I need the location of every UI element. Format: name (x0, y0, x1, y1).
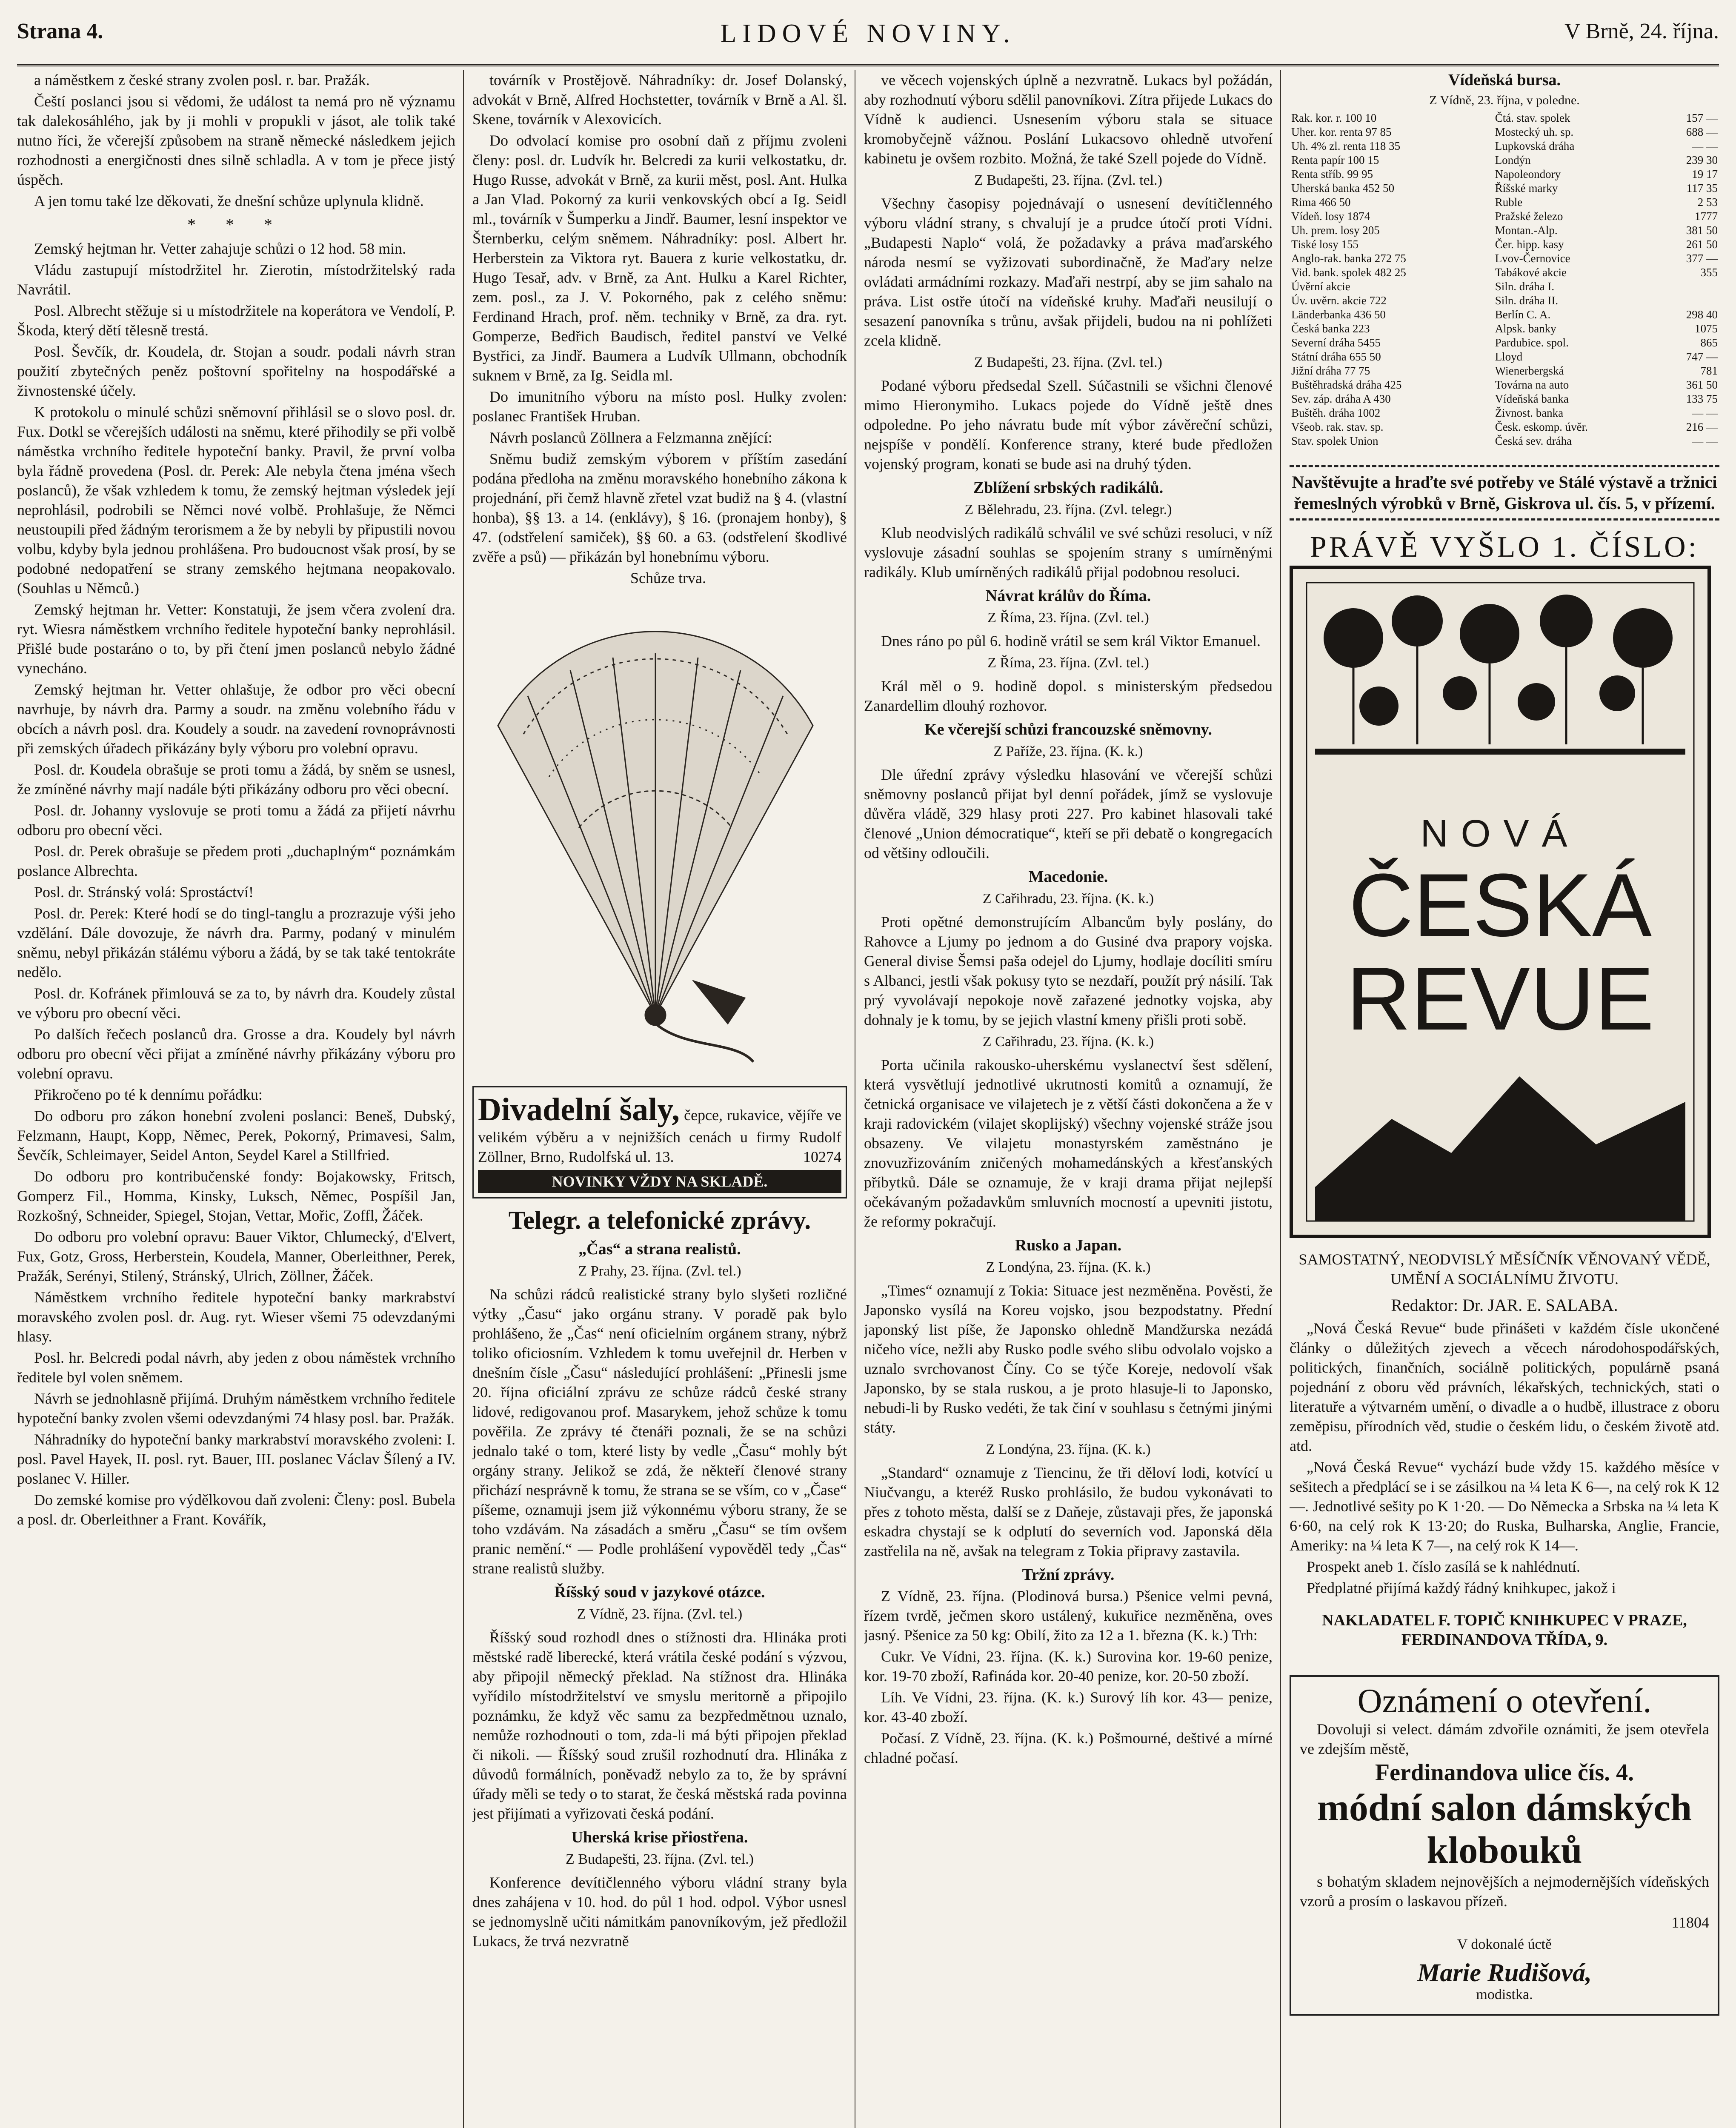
article-paragraph: Král měl o 9. hodině dopol. s ministerským předsedou Zanardellim dlouhý rozhovor. (864, 678, 1273, 714)
exchange-value: 355 (1700, 266, 1718, 279)
article-paragraph: Do odboru pro zákon honební zvoleni poslanci: Beneš, Dubský, Felzmann, Haupt, Kopp, Němec, Perek, Pokorný, Primavesi, Salm, Ševčík, Schleimayer, Seidel Anton, Seydel Karel a Stillfried. (17, 1107, 455, 1164)
article-paragraph: Do odvolací komise pro osobní daň z příjmu zvoleni členy: posl. dr. Ludvík hr. Belcredi za kurii velkostatku, dr. Hugo Russe, advokát v Brně, za kurii měst, posl. Ant. Hulka a Jan Vlad. Pokorný za kurii venkovských obcí a Ig. Seidl ml., továrník v Šumperku a Jindř. Baumer, lesní inspektor ve Šternberku, celým sněmem. Náhradníky: posl. Albert hr. Herberstein za Viktora ryt. Bauera z kurie velkostatku, dr. Hugo Tesař, adv. v Brně, za Ant. Hulku a Karel Richter, zem. posl., za J. V. Pokorného, pak z celého sněmu: Ferdinand Hrach, prof. něm. techniky v Brně, za dra. ryt. Gomperze, Bedřich Baudisch, ředitel panství ve Velké Bystřici, za Jindř. Baumera a Ludvík Ullmann, obchodník suknem v Brně, za Ig. Seidla ml. (472, 132, 847, 384)
cover-title-ceska: ČESKÁ (1349, 855, 1652, 955)
exchange-label: Rima 466 50 (1291, 196, 1351, 209)
article-paragraph: Do odboru pro kontribučenské fondy: Bojakowsky, Fritsch, Gomperz Fil., Homma, Kinsky, Luksch, Němec, Pospíšil Jan, Rozkošný, Schneider, Spiegel, Stojan, Vettar, Mořic, Zoffl, Žáček. (17, 1168, 455, 1224)
exchange-value: 117 35 (1686, 182, 1718, 194)
exchange-row (1290, 308, 1719, 322)
fan-illustration (472, 598, 838, 1066)
exchange-title: Vídeňská bursa. (1448, 71, 1561, 89)
dateline: Z Říma, 23. října. (Zvl. tel.) (987, 610, 1149, 626)
section-title-telegrams: Telegr. a telefonické zprávy. (508, 1206, 811, 1234)
signature-name: Marie Rudišová, (1417, 1959, 1592, 1987)
article-paragraph: „Nová Česká Revue“ bude přinášeti v každém čísle ukončené články o důležitých zjevech a věcech národohospodářských, politických, finančních, sociálně politických, populárně psaná pojednání z oboru věd právních, lékařských, technických, stati o literatuře a výtvarném umění, o divadle a o hudbě, illustrace z oboru zeměpisu, přírodních věd, studie o českém lidu, o českém životě atd. atd. (1290, 1320, 1719, 1454)
dateline: Z Vídně, 23. října. (Zvl. tel.) (577, 1606, 743, 1622)
exchange-table (1290, 111, 1719, 448)
exchange-label: Siln. dráha II. (1495, 294, 1559, 307)
article-paragraph: K protokolu o minulé schůzi sněmovní přihlásil se o slovo posl. dr. Fux. Dotkl se včerejších události na sněmu, které přihodily se při volbě náměstka vrchního ředitele hypoteční banky. Pravil, že první volba byla řádně provedena (Posl. dr. Perek: Ale nebyla čtena jména všech poslanců), že však vzhledem k tomu, že zemský hejtman výsledek její neprohlásil, podrobili se Němci nové volbě. Prohlašuje, že Němci neustoupili před žádným terorismem a že by nebyli by připustili novou volbu, kdyby byla jednou prohlášena. Pro budoucnost však prosí, by se podobné nedopatření se strany zemského hejtmana neopakovalo. (Souhlas u Němců.) (17, 403, 455, 597)
article-paragraph: Posl. dr. Perek obrašuje se předem proti „duchaplným“ poznámkám poslance Albrechta. (17, 843, 455, 879)
exchange-label: Buštěhradská dráha 425 (1291, 378, 1402, 391)
headline: „Čas“ a strana realistů. (578, 1240, 741, 1258)
article-paragraph: s bohatým skladem nejnovějších a nejmodernějších vídeňských vzorů a prosím o laskavou přízeň. (1300, 1873, 1709, 1910)
article-paragraph: Posl. dr. Koudela obrašuje se proti tomu a žádá, by sněm se usnesl, že zmíněné návrhy mají nadále býti přikázány odboru pro věci obecní. (17, 761, 455, 798)
exchange-value: 361 50 (1686, 378, 1718, 391)
exchange-label: Alpsk. banky (1495, 322, 1556, 335)
dateline: Z Cařihradu, 23. října. (K. k.) (982, 1034, 1154, 1050)
exhibition-notice: Navštěvujte a hraďte své potřeby ve Stálé výstavě a tržnici řemeslných výrobků v Brně, Giskrova ul. čís. 5, v přízemí. (1290, 465, 1719, 521)
exchange-label: Buštěh. dráha 1002 (1291, 406, 1381, 419)
headline: Rusko a Japan. (1015, 1236, 1122, 1254)
exchange-value: 865 (1700, 336, 1718, 349)
article-paragraph: Náměstkem vrchního ředitele hypoteční banky markrabství moravského zvolen posl. dr. Aug. ryt. Wieser všemi 75 odevzdanými hlasy. (17, 1289, 455, 1345)
exchange-label: Ruble (1495, 196, 1523, 209)
exchange-label: Čtá. stav. spolek (1495, 112, 1570, 124)
article-paragraph: Porta učinila rakousko-uherskému vyslanectví šest sdělení, která vysvětlují jednotlivé ukrutnosti komitů a oznamují, že četnická organisace ve vilajetech je z větší části dokončena a že v kraji radovickém (vilajet skoplijský) všechny vojenské stráže jsou obsazeny. Ve vilajetu monastyrském zaměstnáno je znovuzřizováním zničených mohamedánských a křesťanských příbytků. Dále se oznamuje, že v kraji drama přijat nejlepší očekávaným požadavkům smluvních mocností a upevniti jistotu, že reformy pokračují. (864, 1056, 1273, 1230)
dateline: Z Prahy, 23. října. (Zvl. tel.) (578, 1263, 741, 1279)
exchange-row (1290, 364, 1719, 378)
exchange-label: Lvov-Černovice (1495, 252, 1570, 265)
exchange-row (1290, 167, 1719, 181)
article-paragraph: Do imunitního výboru na místo posl. Hulky zvolen: poslanec František Hruban. (472, 388, 847, 425)
exchange-value: 747 — (1686, 350, 1718, 363)
exchange-value (1659, 280, 1719, 294)
exchange-label: Anglo-rak. banka 272 75 (1291, 252, 1406, 265)
article-paragraph: Do odboru pro volební opravu: Bauer Viktor, Chlumecký, d'Elvert, Fux, Gotz, Gross, Herberstein, Koudela, Manner, Oberleithner, Perek, Pražák, Serényi, Stilený, Stránský, Ulrich, Zöllner, Žáček. (17, 1228, 455, 1284)
exchange-label: Wienerbergská (1495, 364, 1564, 377)
exchange-row (1290, 139, 1719, 153)
exchange-label: Berlín C. A. (1495, 308, 1551, 321)
ad-title: Divadelní šaly, (478, 1092, 680, 1127)
article-paragraph: Posl. Albrecht stěžuje si u místodržitele na koperátora ve Vendolí, P. Škoda, který dětí tělesně trestá. (17, 302, 455, 339)
exchange-value: 688 — (1686, 126, 1718, 138)
article-paragraph: Schůze trva. (630, 569, 706, 586)
headline: Říšský soud v jazykové otázce. (554, 1583, 765, 1601)
ad-code: 11804 (1671, 1914, 1709, 1931)
article-paragraph: Zemský hejtman hr. Vetter ohlašuje, že odbor pro věci obecní navrhuje, by návrh dra. Parmy a soudr. na změnu volebního řádu v obcích a návrh posl. dra. Koudely a soudr. na zavedení rovnoprávnosti při zemských úřadech přikázány byly výboru pro volební opravu. (17, 681, 455, 757)
article-paragraph: Posl. dr. Perek: Které hodí se do tingl-tanglu a prozrazuje výši jeho vzdělání. Dále dovozuje, že návrh dra. Parmy, podaný v minulém sněmu, nebyl přikázán stálému výboru a žádá, by se tak také tentokráte nedělo. (17, 905, 455, 981)
exchange-label: Uh. 4% zl. renta 118 35 (1291, 140, 1401, 152)
article-paragraph: Proti opětné demonstrujícím Albancům byly poslány, do Rahovce a Ljumy po jednom a do Gusiné dva prapory vojska. General divise Šemsi paša odejel do Ljumy, hodlaje docíliti smíru s Albanci, jestli však pokusy tyto se nezdaří, použít prý násilí. Tak prý vyvolávají nepokoje nově zařazené jednotky vojska, aby dohnaly je k tomu, by se jejich vlastní kmeny přišli proti sobě. (864, 913, 1273, 1028)
paper-name: LIDOVÉ NOVINY. (720, 19, 1016, 48)
exchange-label: Uher. kor. renta 97 85 (1291, 126, 1392, 138)
ad-banner: NOVINKY VŽDY NA SKLADĚ. (478, 1170, 841, 1193)
article-paragraph: Návrh se jednohlasně přijímá. Druhým náměstkem vrchního ředitele hypoteční banky zvolen všemi odevzdanými 74 hlasy posl. bar. Pražák. (17, 1390, 455, 1427)
article-paragraph: Počasí. Z Vídně, 23. října. (K. k.) Pošmourné, deštivé a mírné chladné počasí. (864, 1730, 1273, 1766)
exchange-value: 781 (1700, 364, 1718, 377)
exchange-label: Státní dráha 655 50 (1291, 350, 1381, 363)
column-2 (472, 70, 847, 2128)
announcement-heading: Oznámení o otevření. (1357, 1682, 1652, 1720)
article-paragraph: Podané výboru předsedal Szell. Súčastnili se všichni členové mimo Hieronymiho. Lukacs pojede do Vídně ještě dnes odpoledne. Po jeho návratu bude mít výbor závěreční schůzi, nejspíše v pondělí. Konference strany, které bude předložen vojenský program, konati se bude asi na druhý týden. (864, 377, 1273, 472)
article-paragraph: „Standard“ oznamuje z Tiencinu, že tři děloví lodi, kotvící u Niučvangu, a kteréž Rusko prohlásilo, že budou vykonávati to přes z tohoto města, další se z Daňeje, zůstavaji přes, že japonská eskadra chystají se k odplutí do severních vod. Japonská děla zastřelila na ně, avšak na telegram z Tokia připravy zastavila. (864, 1464, 1273, 1559)
exchange-row (1290, 406, 1719, 420)
exchange-label: Länderbanka 436 50 (1291, 308, 1386, 321)
closing-phrase: V dokonalé úctě (1457, 1936, 1552, 1952)
exchange-value: — — (1692, 435, 1718, 447)
cover-title-revue: REVUE (1346, 949, 1654, 1049)
exchange-value: 157 — (1686, 112, 1718, 124)
exchange-row (1290, 280, 1719, 294)
opening-announcement (1290, 1675, 1719, 2016)
dateline: Z Budapešti, 23. října. (Zvl. tel.) (974, 172, 1162, 188)
dateline: Z Říma, 23. října. (Zvl. tel.) (987, 655, 1149, 671)
exchange-label: Lupkovská dráha (1495, 140, 1575, 152)
headline: Uherská krise přiostřena. (571, 1828, 748, 1846)
article-paragraph: a náměstkem z české strany zvolen posl. r. bar. Pražák. (34, 72, 370, 89)
article-paragraph: ve věcech vojenských úplně a nezvratně. Lukacs byl požádán, aby rozhodnutí výboru sdělil panovníkovi. Zítra přijede Lukacs do Vídně k audienci. Usnesením výboru stala se situace kromobyčejně vážnou. Poslání Lukacsovo ohledně utvoření kabinetu je ovšem rozbito. Možná, že také Szell pojede do Vídně. (864, 72, 1273, 167)
exchange-label: Montan.-Alp. (1495, 224, 1558, 237)
exchange-label: Čer. hipp. kasy (1495, 238, 1564, 251)
column-4 (1290, 70, 1719, 2128)
article-paragraph: „Times“ oznamují z Tokia: Situace jest nezměněna. Pověsti, že Japonsko vysílá na Koreu vojsko, jsou bezpodstatny. Přední japonský list píše, že Japonsko ohledně Mandžurska nezádá ničeho více, nežli aby Rusko podle svého slibu odvolalo vojsko a uznalo svrchovanost Číny. Co se týče Koreje, nedovolí však Japonsko, by se stala ruskou, a je proto hlasuje-li to Japonsko, nebudi-li by Rusko vedéti, že tak činí v souhlasu s četnými jinými státy. (864, 1282, 1273, 1436)
exchange-label: Renta papír 100 15 (1291, 154, 1379, 166)
column-rule (463, 70, 464, 2128)
article-paragraph: Posl. Ševčík, dr. Koudela, dr. Stojan a soudr. podali návrh stran použití zbytečných peněz poštovní spořitelny na hospodářské a živnostenské účely. (17, 343, 455, 399)
exchange-label: Tabákové akcie (1495, 266, 1567, 279)
exchange-label: Česk. eskomp. úvěr. (1495, 420, 1588, 433)
exchange-label: Pardubice. spol. (1495, 336, 1569, 349)
address-line: Ferdinandova ulice čís. 4. (1375, 1759, 1634, 1786)
masthead (17, 9, 1719, 66)
exchange-row (1290, 378, 1719, 392)
article-paragraph: Říšský soud rozhodl dnes o stížnosti dra. Hlináka proti městské radě liberecké, která vrátila české podání s výzvou, aby připojil německý překlad. Na stížnost dra. Hlináka vyřídilo místodržitelství ve smyslu meritorně a připojilo poznámku, že když věc samu za bezpředmětnou uznalo, nemůže rozhodnouti o tom, zda-li má býti připojen překlad či nikoli. — Říšský soud zrušil rozhodnutí dra. Hlináka z důvodů formálních, poněvadž nebylo za to, že by správní úřady měli se tedy o to starat, že česká městská rada povinna jest přijímati a vyřizovati česká podání. (472, 1629, 847, 1822)
signature-title: modistka. (1476, 1987, 1533, 2002)
exchange-label: Vídeň. losy 1874 (1291, 210, 1370, 223)
headline: Návrat králův do Říma. (985, 587, 1151, 605)
dateline: Z Londýna, 23. října. (K. k.) (986, 1442, 1151, 1457)
exchange-value: 298 40 (1686, 308, 1718, 321)
article-paragraph: Z Vídně, 23. října. (Plodinová bursa.) Pšenice velmi pevná, řízem tvrdě, ječmen skoro ustálený, kukuřice nezměněna, oves jasný. Pšenice za 50 kg: Obilí, žito za 12 a 1. března (K. k.) Trh: (864, 1587, 1273, 1644)
exchange-label: Tiské losy 155 (1291, 238, 1359, 251)
exchange-value: — — (1692, 140, 1718, 152)
exchange-row (1290, 266, 1719, 280)
article-paragraph: Prospekt aneb 1. číslo zasílá se k nahlédnutí. (1307, 1558, 1580, 1575)
exchange-label: Severní dráha 5455 (1291, 336, 1381, 349)
headline: Tržní zprávy. (1022, 1566, 1115, 1584)
cover-caption: SAMOSTATNÝ, NEODVISLÝ MĚSÍČNÍK VĚNOVANÝ VĚDĚ, UMĚNÍ A SOCIÁLNÍMU ŽIVOTU. (1298, 1251, 1710, 1287)
article-paragraph: Klub neodvislých radikálů schválil ve své schůzi resoluci, v níž vyslovuje zásadní souhlas se spojením strany s umírněnými radikály. Klub umírněných radikálů přijal podobnou resoluci. (864, 524, 1273, 581)
ceska-revue-cover (1290, 566, 1711, 1238)
exchange-row (1290, 322, 1719, 336)
exchange-label: Vídeňská banka (1495, 392, 1569, 405)
exchange-value: 261 50 (1686, 238, 1718, 251)
advertisement-zollner (472, 1086, 847, 1198)
exchange-row (1290, 111, 1719, 125)
article-paragraph: Posl. dr. Kofránek přimlouvá se za to, by návrh dra. Koudely zůstal ve výboru pro obecní věci. (17, 985, 455, 1021)
exchange-label: Všeob. rak. stav. sp. (1291, 420, 1384, 433)
article-paragraph: Dovoluji si velect. dámám zdvořile oznámiti, že jsem otevřela ve zdejším městě, (1300, 1721, 1709, 1757)
exchange-row (1290, 392, 1719, 406)
article-paragraph: Líh. Ve Vídni, 23. října. (K. k.) Surový líh kor. 43— penize, kor. 43-40 zboží. (864, 1689, 1273, 1725)
exchange-row (1290, 195, 1719, 209)
article-paragraph: Náhradníky do hypoteční banky markrabství moravského zvoleni: I. posl. Pavel Hayek, II. posl. ryt. Bauer, III. poslanec Václav Šílený a IV. poslanec V. Hiller. (17, 1431, 455, 1487)
dateline: Z Budapešti, 23. října. (Zvl. tel.) (974, 355, 1162, 370)
exchange-label: Česká sev. dráha (1495, 435, 1572, 447)
article-paragraph: Dle úřední zprávy výsledku hlasování ve včerejší schůzi sněmovny poslanců přijat byl denní pořádek, jímž se vyslovuje důvěra vládě, 329 hlasy proti 227. Pro kabinet hlasovali také členové „Union démocratique“, kteří se při debatě o kongregacích od většiny odloučili. (864, 766, 1273, 861)
exchange-label: Pražské železo (1495, 210, 1563, 223)
exchange-label: Stav. spolek Union (1291, 435, 1379, 447)
article-paragraph: Vládu zastupují místodržitel hr. Zierotin, místodržitelský rada Navrátil. (17, 261, 455, 298)
cover-title-nova: NOVÁ (1420, 812, 1580, 855)
headline: Ke včerejší schůzi francouzské sněmovny. (924, 721, 1212, 738)
article-paragraph: Posl. hr. Belcredi podal návrh, aby jeden z obou náměstek vrchního ředitele byl volen sněmem. (17, 1349, 455, 1386)
article-paragraph: Posl. dr. Stránský volá: Sprostáctví! (34, 884, 254, 901)
article-paragraph: Sněmu budiž zemským výborem v příštím zasedání podána předloha na změnu moravského honebního zákona k projednání, při čemž hlavně zřetel vzat budiž na § 4. (vlastní honba), §§ 13. a 14. (enklávy), § 16. (pronajem honby), § 47. (odstřelení samiček), §§ 60. a 63. (odstřelení škodlivé zvěře a psů) — přikázán byl honebnímu výboru. (472, 450, 847, 565)
exchange-label: Česká banka 223 (1291, 322, 1370, 335)
exchange-value: 1075 (1695, 322, 1718, 335)
exchange-row (1290, 181, 1719, 195)
article-paragraph: Na schůzi rádců realistické strany bylo slyšeti rozličné výtky „Času“ jako orgánu strany. V poradě pak bylo prohlášeno, že „Čas“ není oficielním orgánem strany, nýbrž toliko oficiosním. Vzhledem k tomu uveřejnil dr. Herben v dnešním čísle „Času“ následující prohlášení: „Přinesli jsme 20. října oficiální zprávu ze schůze rádců české strany lidové, redigovanou prof. Masarykem, jehož schůze k tomu pověřila. Ze zprávy té čtenáři poznali, že se na schůzi jednalo také o tom, které listy by vedle „Času“ mohly být orgány strany. Jelikož se zdá, že někteří členové strany přichází nesprávně k tomu, že strana se se vším, co v „Čase“ píšeme, oznamuji jsem již výkonnému výboru strany, že se toho vzdávám. Na zásadách a směru „Času“ se tím ovšem pranic nemění.“ — Podle prohlášení vypověděl tedy „Čas“ strane realistů služby. (472, 1286, 847, 1577)
dateline: Z Bělehradu, 23. října. (Zvl. telegr.) (964, 502, 1172, 518)
column-3 (864, 70, 1273, 2128)
exchange-row (1290, 336, 1719, 350)
dateline: Z Londýna, 23. října. (K. k.) (986, 1259, 1151, 1275)
article-paragraph: Cukr. Ve Vídni, 23. října. (K. k.) Surovina kor. 19-60 penize, kor. 19-70 zboží, Rafináda kor. 20-40 penize, kor. 20-50 zboží. (864, 1648, 1273, 1685)
exchange-label: Renta stříb. 99 95 (1291, 168, 1373, 180)
exchange-label: Rak. kor. r. 100 10 (1291, 112, 1377, 124)
article-paragraph: Návrh poslanců Zöllnera a Felzmanna znějící: (489, 429, 772, 446)
exchange-subtitle: Z Vídně, 23. října, v poledne. (1429, 93, 1580, 107)
exchange-value: 1777 (1695, 210, 1718, 223)
exchange-label: Továrna na auto (1495, 378, 1569, 391)
article-paragraph: Do zemské komise pro výdělkovou daň zvoleni: Členy: posl. Bubela a posl. dr. Oberleithner a Frant. Kovářík, (17, 1491, 455, 1528)
announcement-title: PRÁVĚ VYŠLO 1. ČÍSLO: (1310, 531, 1699, 563)
dateline: Z Budapešti, 23. října. (Zvl. tel.) (566, 1851, 754, 1867)
column-1 (17, 70, 455, 2128)
exchange-label: Úvěrní akcie (1291, 280, 1350, 293)
salon-title: módní salon dámských klobouků (1317, 1787, 1692, 1871)
article-paragraph: Předplatné přijímá každý řádný knihkupec, jakož i (1307, 1579, 1616, 1596)
article-paragraph: Všechny časopisy pojednávají o usnesení devítičlenného výboru vládní strany, s chvalují je a prudce útočí proti Vídni. „Budapesti Naplo“ volá, že požadavky a práva maďarského národa nesmí se vyžizovati subordinačně, že Maďary nelze ovládati armádními rozkazy. Maďaři nestrpí, aby se jim sahalo na práva. List ostře útočí na vídeňské kruhy. Maďaři neusilují o sesazení panovníka s trůnu, avšak přijdeli, budou na ni pohlížeti zcela klidně. (864, 195, 1273, 349)
headline: Zblížení srbských radikálů. (973, 479, 1164, 497)
exchange-label: Lloyd (1495, 350, 1523, 363)
article-paragraph: továrník v Prostějově. Náhradníky: dr. Josef Dolanský, advokát v Brně, Alfred Hochstetter, továrník v Brně a Al. šl. Skene, továrník v Alexovicích. (472, 72, 847, 128)
exchange-label: Sev. záp. dráha A 430 (1291, 392, 1391, 405)
exchange-row (1290, 209, 1719, 223)
exchange-value: 2 53 (1697, 196, 1718, 209)
exchange-row (1290, 434, 1719, 448)
exchange-value: 377 — (1686, 252, 1718, 265)
article-paragraph: Dnes ráno po půl 6. hodině vrátil se sem král Viktor Emanuel. (881, 632, 1261, 649)
page-label: Strana 4. (17, 19, 103, 43)
exchange-row (1290, 125, 1719, 139)
exchange-label: Mostecký uh. sp. (1495, 126, 1574, 138)
article-paragraph: Po dalších řečech poslanců dra. Grosse a dra. Koudely byl návrh odboru pro obecní věci přijat a zmíněné návrhy přikázány výboru pro volební opravu. (17, 1026, 455, 1082)
exchange-row (1290, 252, 1719, 266)
article-paragraph: Zemský hejtman hr. Vetter zahajuje schůzi o 12 hod. 58 min. (34, 240, 406, 257)
exchange-label: Jižní dráha 77 75 (1291, 364, 1370, 377)
ad-code: 10274 (803, 1148, 841, 1165)
exchange-label: Říšské marky (1495, 182, 1558, 194)
exchange-label: Napoleondory (1495, 168, 1561, 180)
publisher-line: NAKLADATEL F. TOPIČ KNIHKUPEC V PRAZE, FERDINANDOVA TŘÍDA, 9. (1322, 1611, 1687, 1649)
exchange-value: — — (1692, 406, 1718, 419)
exchange-row (1290, 350, 1719, 364)
article-paragraph: „Nová Česká Revue“ vychází bude vždy 15. každého měsíce v sešitech a předplácí se i se zásilkou na ¼ leta K 6—, na celý rok K 12—. Jednotlivé sešity po K 1·20. — Do Německa a Srbska na ¼ leta K 6·60, na celý rok K 13·20; do Ruska, Bulharska, Anglie, Francie, Ameriky: na ¼ leta K 7—, na celý rok K 14—. (1290, 1459, 1719, 1554)
exchange-label: Úv. uvěrn. akcie 722 (1291, 294, 1387, 307)
editor-line: Redaktor: Dr. JAR. E. SALABA. (1391, 1296, 1618, 1315)
exchange-row (1290, 237, 1719, 252)
exchange-label: Vid. bank. spolek 482 25 (1291, 266, 1406, 279)
exchange-row (1290, 223, 1719, 237)
article-paragraph: Zemský hejtman hr. Vetter: Konstatuji, že jsem včera zvolení dra. ryt. Wiesra náměstkem vrchního ředitele hypoteční banky neprohlásil. Přišlé bude postaráno o to, by při čtení jmen poslanců nebylo žádné vynecháno. (17, 601, 455, 677)
headline: Macedonie. (1028, 868, 1108, 886)
date-line: V Brně, 24. října. (1564, 19, 1719, 43)
exchange-label: Siln. dráha I. (1495, 280, 1555, 293)
ad-text: čepce, rukavice, vějíře ve velikém výběru a v nejnižších cenách u firmy Rudolf Zöllner, Brno, Rudolfská ul. 13. (478, 1107, 841, 1165)
article-paragraph: Přikročeno po té k dennímu pořádku: (34, 1086, 263, 1103)
article-paragraph: Posl. dr. Johanny vyslovuje se proti tomu a žádá za přijetí návrhu odboru pro obecní věci. (17, 802, 455, 838)
column-rule (1280, 70, 1281, 2128)
exchange-label: Uh. prem. losy 205 (1291, 224, 1380, 237)
exchange-value: 381 50 (1686, 224, 1718, 237)
exchange-value: 133 75 (1686, 392, 1718, 405)
article-paragraph: Konference devítičlenného výboru vládní strany byla dnes zahájena v 10. hod. do půl 1 hod. odpol. Výbor usnesl se jednomyslně učiti námitkám panovníkovým, jež předložil Lukacs, že trvá nezvratně (472, 1874, 847, 1950)
exchange-value: 19 17 (1692, 168, 1718, 180)
section-divider: * * * (187, 215, 285, 234)
exchange-value: 239 30 (1686, 154, 1718, 166)
article-paragraph: Čeští poslanci jsou si vědomi, že událost ta nemá pro ně významu tak dalekosáhlého, jak by ji mohli v propukli v jásot, ale tolik také nutno říci, že včerejší způsobem na straně německé následkem jejich rozhodnosti a energičnosti dnes silně schladla. A v tom je přece jistý úspěch. (17, 93, 455, 188)
dateline: Z Cařihradu, 23. října. (K. k.) (982, 891, 1154, 907)
exchange-label: Londýn (1495, 154, 1531, 166)
exchange-value: 216 — (1686, 420, 1718, 433)
exchange-value (1659, 294, 1719, 308)
exchange-row (1290, 294, 1719, 308)
exchange-row (1290, 420, 1719, 434)
exchange-label: Uherská banka 452 50 (1291, 182, 1395, 194)
exchange-row (1290, 153, 1719, 167)
exchange-label: Živnost. banka (1495, 406, 1564, 419)
dateline: Z Paříže, 23. října. (K. k.) (993, 744, 1143, 759)
article-paragraph: A jen tomu také lze děkovati, že dnešní schůze uplynula klidně. (34, 192, 424, 209)
